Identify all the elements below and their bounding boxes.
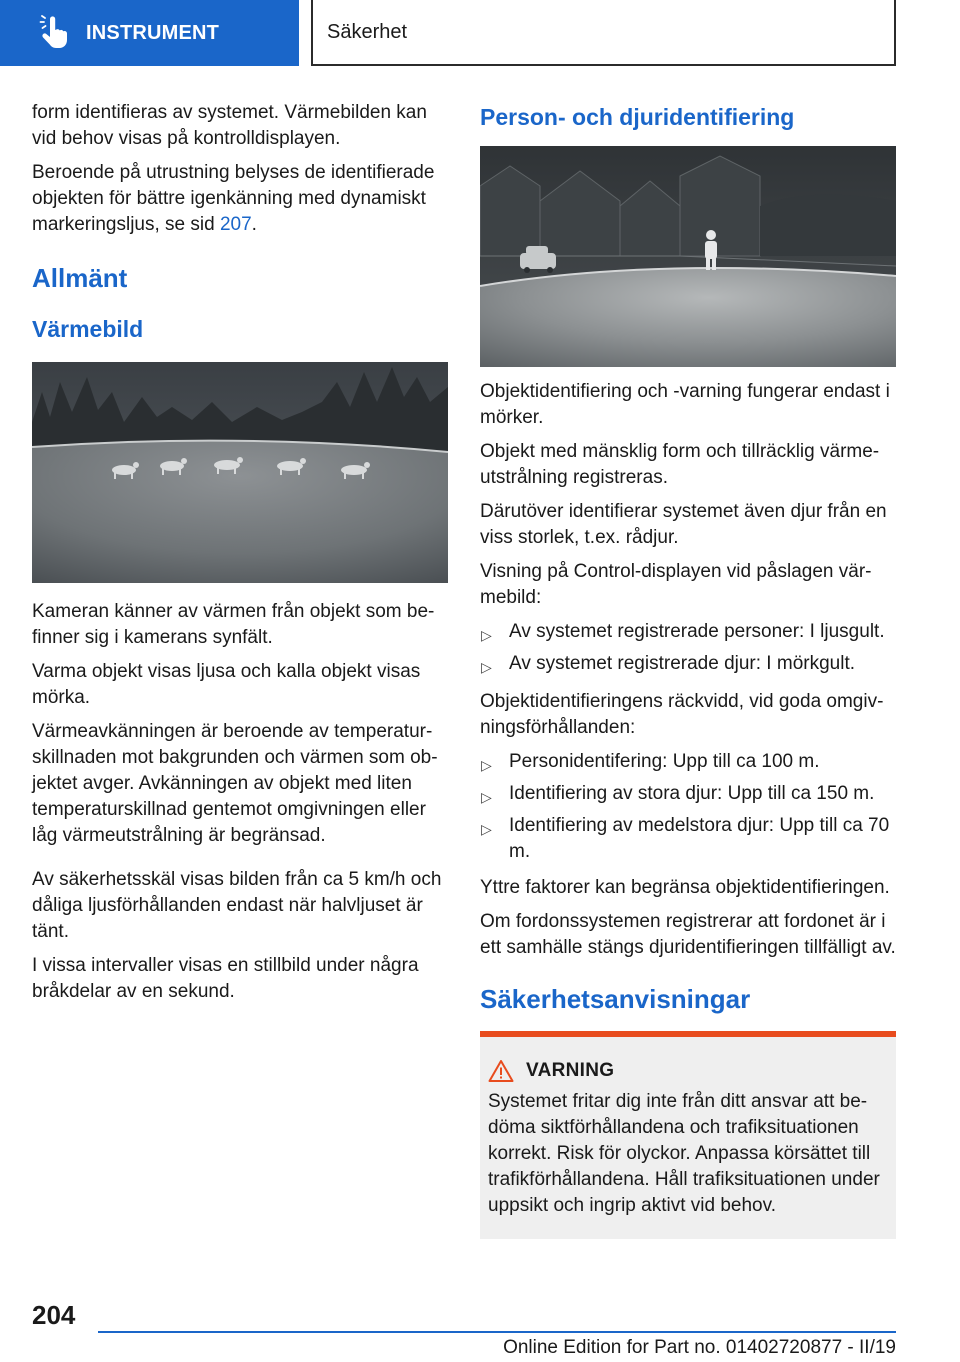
- detection-range-list: [480, 749, 896, 865]
- intro-paragraph-2-text: Beroende på utrustning belyses de identifierade objekten för bättre igenkänning med dynamiskt markeringsljus, se sid: [32, 162, 435, 235]
- intro-paragraph-2-end: .: [251, 214, 257, 235]
- detection-paragraph-2: Objekt med mänsklig form och tillräcklig värmeutstrålning registreras.: [480, 441, 880, 488]
- warning-text: Systemet fritar dig inte från ditt ansvar att bedöma siktförhållandena och trafiksituationen korrekt. Risk för olyckor. Anpassa körsättet till trafikförhållandena. Håll trafiksituationen under uppsikt och ingrip aktivt vid behov.: [488, 1091, 880, 1216]
- heading-safety-instructions: Säkerhetsanvisningar: [480, 984, 751, 1014]
- heading-thermal-image: Värmebild: [32, 316, 144, 342]
- warning-box: [480, 1031, 896, 1239]
- list-item: [480, 749, 896, 775]
- heading-person-animal-detection: Person- och djuridentifiering: [480, 104, 795, 130]
- thermal-paragraph-1: Kameran känner av värmen från objekt som befinner sig i kamerans synfält.: [32, 601, 435, 648]
- pointing-hand-icon: [36, 15, 72, 51]
- right-column: [480, 100, 896, 1239]
- triangle-bullet-icon: ▷: [481, 627, 492, 643]
- triangle-bullet-icon: ▷: [481, 757, 492, 773]
- intro-paragraph-2: [32, 160, 448, 238]
- section-tab-instrument[interactable]: [0, 0, 299, 66]
- footer-divider: [98, 1331, 896, 1333]
- thermal-paragraph-4: Av säkerhetsskäl visas bilden från ca 5 km/h och dåliga ljusförhållanden endast när halvljuset är tänt.: [32, 869, 442, 942]
- section-title-text: Säkerhet: [327, 20, 408, 43]
- detection-paragraph-4: Visning på Control-displayen vid påslagen värmebild:: [480, 561, 872, 608]
- thermal-paragraph-2: Varma objekt visas ljusa och kalla objekt visas mörka.: [32, 661, 421, 708]
- list-item-text: Identifiering av medelstora djur: Upp till ca 70 m.: [509, 815, 890, 862]
- warning-header: [488, 1059, 884, 1083]
- warning-title: VARNING: [526, 1060, 615, 1081]
- thermal-paragraph-3: Värmeavkänningen är beroende av temperaturskillnaden mot bakgrunden och värmen som objektet avger. Avkänningen av objekt med liten temperaturskillnad gentemot omgivningen eller låg värmeutstrålning är begränsad.: [32, 721, 438, 846]
- triangle-bullet-icon: ▷: [481, 659, 492, 675]
- thermal-paragraph-5: I vissa intervaller visas en stillbild under några bråkdelar av en sekund.: [32, 955, 419, 1002]
- detection-paragraph-6: Yttre faktorer kan begränsa objektidentifieringen.: [480, 877, 890, 898]
- detection-paragraph-7: Om fordonssystemen registrerar att fordonet är i ett samhälle stängs djuridentifieringen tillfälligt av.: [480, 911, 896, 958]
- list-item: [480, 781, 896, 807]
- heading-general: Allmänt: [32, 263, 128, 293]
- list-item-text: Av systemet registrerade djur: I mörkgult.: [509, 653, 855, 674]
- section-title: [311, 0, 896, 66]
- list-item-text: Av systemet registrerade personer: I ljusgult.: [509, 621, 885, 642]
- edition-info: Online Edition for Part no. 01402720877 - II/19: [503, 1337, 896, 1358]
- detection-paragraph-5: Objektidentifieringens räckvidd, vid goda omgivningsförhållanden:: [480, 691, 884, 738]
- list-item: [480, 619, 896, 645]
- display-color-list: [480, 619, 896, 677]
- warning-triangle-icon: [488, 1059, 514, 1083]
- night-road-pedestrian-illustration: [480, 146, 896, 367]
- triangle-bullet-icon: ▷: [481, 821, 492, 837]
- thermal-image-animals-illustration: [32, 362, 448, 583]
- list-item: [480, 813, 896, 865]
- detection-paragraph-3: Därutöver identifierar systemet även djur från en viss storlek, t.ex. rådjur.: [480, 501, 887, 548]
- list-item-text: Personidentifering: Upp till ca 100 m.: [509, 751, 820, 772]
- intro-paragraph-1: form identifieras av systemet. Värmebilden kan vid behov visas på kontrolldisplayen.: [32, 102, 427, 149]
- triangle-bullet-icon: ▷: [481, 789, 492, 805]
- detection-paragraph-1: Objektidentifiering och -varning fungerar endast i mörker.: [480, 381, 890, 428]
- list-item: [480, 651, 896, 677]
- page-number: 204: [32, 1300, 76, 1330]
- page-reference-link[interactable]: 207: [219, 214, 252, 235]
- list-item-text: Identifiering av stora djur: Upp till ca 150 m.: [509, 783, 875, 804]
- section-tab-label: INSTRUMENT: [86, 21, 220, 44]
- left-column: [32, 100, 448, 1013]
